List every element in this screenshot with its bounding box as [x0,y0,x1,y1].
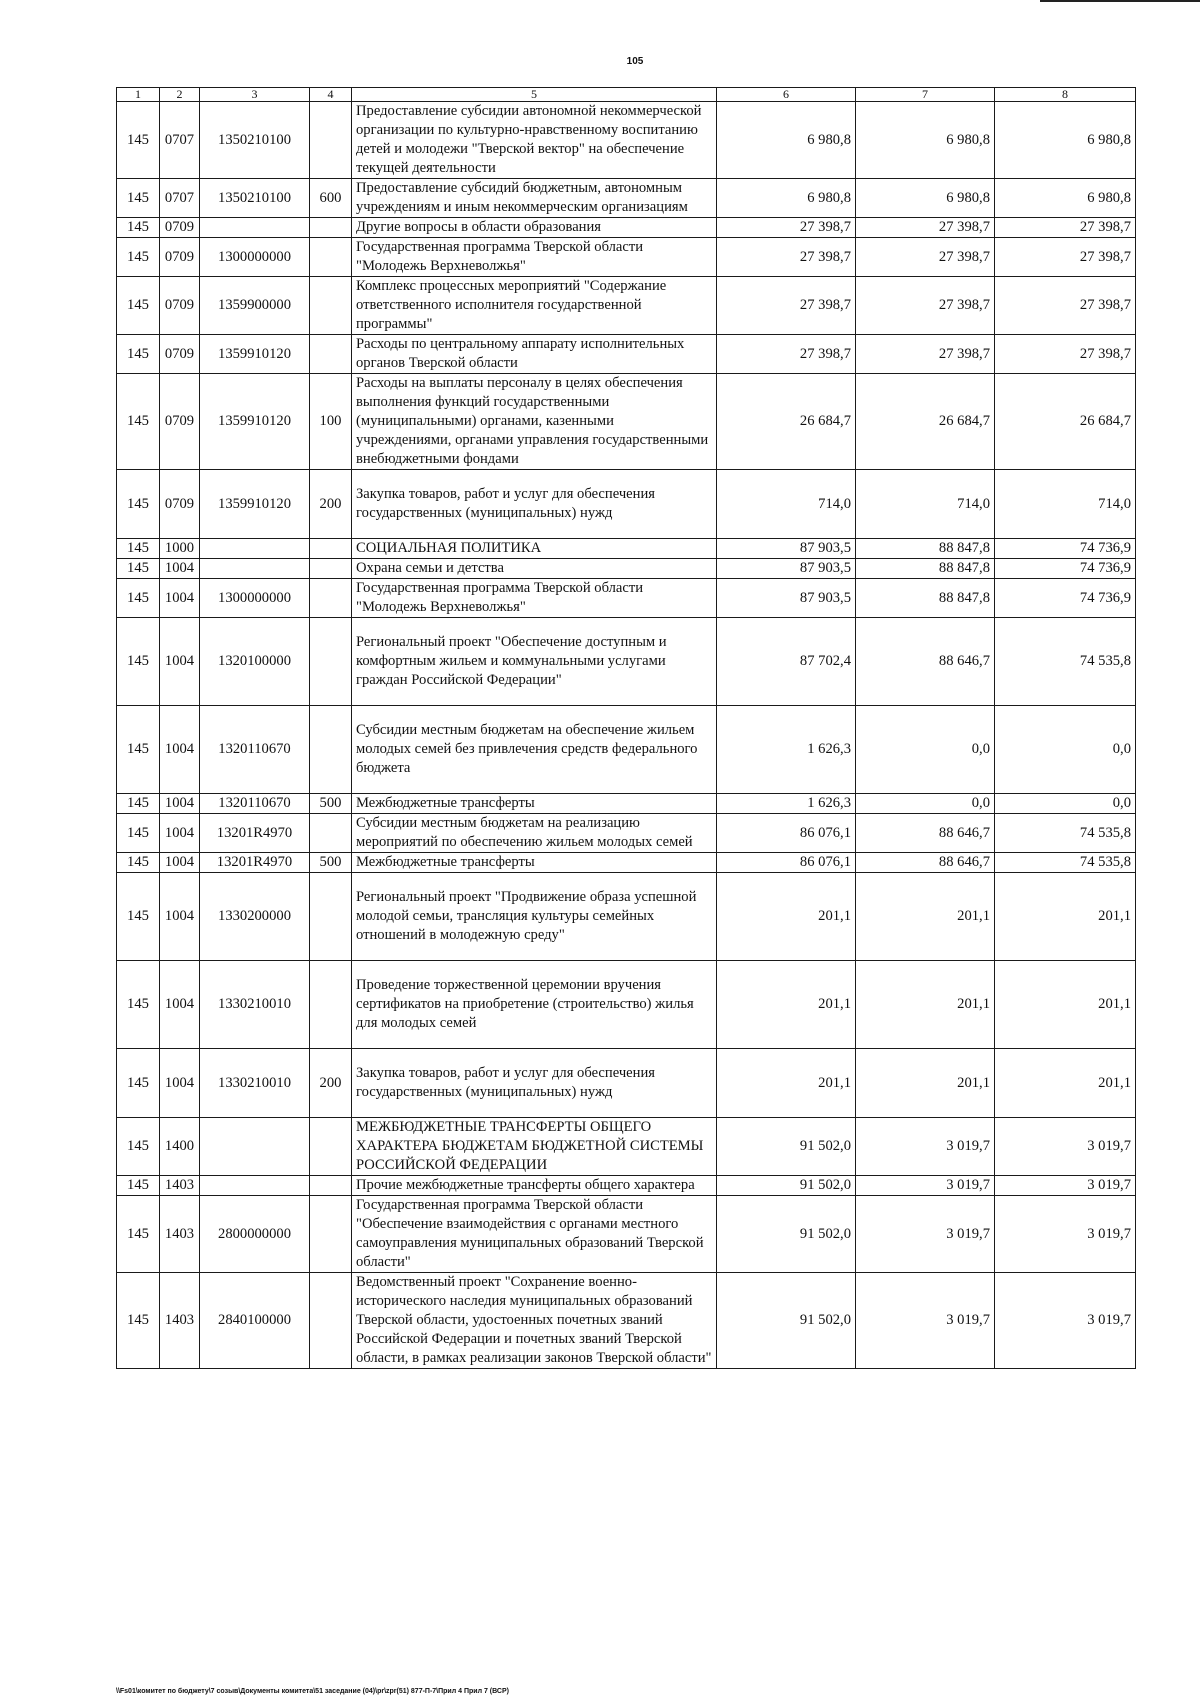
cell-value-8: 3 019,7 [995,1118,1136,1176]
cell-value-6: 91 502,0 [717,1196,856,1273]
cell-type [310,579,352,618]
cell-section: 1004 [160,618,200,706]
cell-value-6: 714,0 [717,470,856,539]
cell-target: 1359910120 [200,374,310,470]
cell-target: 13201R4970 [200,814,310,853]
cell-value-6: 1 626,3 [717,706,856,794]
table-row [117,961,1136,1049]
cell-admin: 145 [117,853,160,873]
cell-target: 1350210100 [200,179,310,218]
cell-section: 0709 [160,218,200,238]
table-row [117,579,1136,618]
cell-target: 1330200000 [200,873,310,961]
cell-admin: 145 [117,618,160,706]
top-rule [1040,0,1200,2]
cell-admin: 145 [117,814,160,853]
cell-section: 1400 [160,1118,200,1176]
cell-admin: 145 [117,335,160,374]
cell-value-8: 74 535,8 [995,618,1136,706]
cell-admin: 145 [117,961,160,1049]
cell-value-6: 201,1 [717,873,856,961]
cell-section: 1000 [160,539,200,559]
cell-target: 1300000000 [200,579,310,618]
cell-value-7: 714,0 [856,470,995,539]
cell-type: 200 [310,1049,352,1118]
table-row [117,102,1136,179]
cell-type [310,1196,352,1273]
cell-value-6: 6 980,8 [717,102,856,179]
table-row [117,539,1136,559]
cell-target: 2840100000 [200,1273,310,1369]
header-cell-8: 8 [995,88,1136,102]
cell-value-8: 27 398,7 [995,335,1136,374]
cell-value-8: 74 736,9 [995,539,1136,559]
cell-section: 0709 [160,335,200,374]
cell-admin: 145 [117,470,160,539]
header-cell-7: 7 [856,88,995,102]
cell-section: 1403 [160,1273,200,1369]
table-row [117,853,1136,873]
cell-section: 1004 [160,706,200,794]
table-row [117,238,1136,277]
cell-name: Закупка товаров, работ и услуг для обеспечения государственных (муниципальных) нужд [352,1049,717,1118]
cell-name: Предоставление субсидии автономной некоммерческой организации по культурно-нравственному воспитанию детей и молодежи "Тверской вектор" на обеспечение текущей деятельности [352,102,717,179]
cell-name: Проведение торжественной церемонии вручения сертификатов на приобретение (строительство) жилья для молодых семей [352,961,717,1049]
cell-section: 0707 [160,102,200,179]
cell-value-7: 3 019,7 [856,1273,995,1369]
cell-section: 1004 [160,559,200,579]
cell-value-7: 27 398,7 [856,238,995,277]
cell-value-8: 74 736,9 [995,579,1136,618]
budget-table [116,87,1136,1369]
cell-value-7: 88 847,8 [856,559,995,579]
cell-value-7: 6 980,8 [856,102,995,179]
table-row [117,277,1136,335]
cell-admin: 145 [117,1176,160,1196]
cell-value-6: 27 398,7 [717,335,856,374]
cell-target [200,1176,310,1196]
cell-target: 1320110670 [200,706,310,794]
cell-value-6: 87 903,5 [717,579,856,618]
table-row [117,179,1136,218]
cell-type [310,1118,352,1176]
header-cell-3: 3 [200,88,310,102]
cell-admin: 145 [117,179,160,218]
cell-value-6: 6 980,8 [717,179,856,218]
table-row [117,794,1136,814]
cell-admin: 145 [117,1273,160,1369]
cell-target: 1359910120 [200,470,310,539]
cell-name: СОЦИАЛЬНАЯ ПОЛИТИКА [352,539,717,559]
cell-name: Региональный проект "Продвижение образа успешной молодой семьи, трансляция культуры семейных отношений в молодежную среду" [352,873,717,961]
cell-name: Субсидии местным бюджетам на реализацию мероприятий по обеспечению жильем молодых семей [352,814,717,853]
cell-admin: 145 [117,579,160,618]
cell-value-8: 27 398,7 [995,218,1136,238]
cell-type [310,961,352,1049]
cell-type [310,218,352,238]
cell-name: Государственная программа Тверской области "Обеспечение взаимодействия с органами местного самоуправления муниципальных образований Тверской области" [352,1196,717,1273]
cell-section: 0709 [160,238,200,277]
cell-section: 0707 [160,179,200,218]
cell-type: 500 [310,853,352,873]
cell-name: Комплекс процессных мероприятий "Содержание ответственного исполнителя государственной программы" [352,277,717,335]
cell-section: 1004 [160,1049,200,1118]
cell-value-7: 27 398,7 [856,277,995,335]
table-row [117,559,1136,579]
cell-name: Прочие межбюджетные трансферты общего характера [352,1176,717,1196]
cell-value-6: 27 398,7 [717,238,856,277]
cell-value-7: 3 019,7 [856,1176,995,1196]
cell-section: 0709 [160,277,200,335]
cell-value-7: 88 646,7 [856,814,995,853]
table-row [117,618,1136,706]
cell-value-7: 3 019,7 [856,1196,995,1273]
cell-section: 1004 [160,814,200,853]
cell-value-6: 87 903,5 [717,539,856,559]
cell-admin: 145 [117,559,160,579]
cell-type [310,1273,352,1369]
table-row [117,1118,1136,1176]
cell-value-7: 88 646,7 [856,618,995,706]
cell-admin: 145 [117,374,160,470]
cell-value-6: 86 076,1 [717,814,856,853]
table-row [117,218,1136,238]
cell-section: 1004 [160,853,200,873]
cell-section: 1004 [160,579,200,618]
cell-value-8: 201,1 [995,961,1136,1049]
cell-admin: 145 [117,706,160,794]
cell-type [310,873,352,961]
cell-section: 1403 [160,1176,200,1196]
cell-value-8: 3 019,7 [995,1176,1136,1196]
cell-target [200,539,310,559]
table-row [117,1273,1136,1369]
cell-value-6: 91 502,0 [717,1176,856,1196]
cell-type: 100 [310,374,352,470]
cell-value-8: 6 980,8 [995,102,1136,179]
cell-value-8: 74 535,8 [995,814,1136,853]
cell-value-8: 26 684,7 [995,374,1136,470]
cell-value-6: 201,1 [717,961,856,1049]
cell-type: 600 [310,179,352,218]
cell-section: 1004 [160,961,200,1049]
table-row [117,335,1136,374]
cell-name: Государственная программа Тверской области "Молодежь Верхневолжья" [352,579,717,618]
header-row [117,88,1136,102]
cell-section: 1004 [160,794,200,814]
cell-value-7: 26 684,7 [856,374,995,470]
cell-type [310,277,352,335]
cell-value-6: 87 903,5 [717,559,856,579]
table-row [117,1049,1136,1118]
cell-target: 1330210010 [200,961,310,1049]
cell-value-8: 74 535,8 [995,853,1136,873]
table-row [117,1196,1136,1273]
cell-value-8: 27 398,7 [995,277,1136,335]
cell-target: 1350210100 [200,102,310,179]
cell-value-6: 87 702,4 [717,618,856,706]
cell-value-7: 201,1 [856,873,995,961]
cell-value-7: 27 398,7 [856,218,995,238]
cell-target: 1320110670 [200,794,310,814]
cell-admin: 145 [117,277,160,335]
cell-name: Субсидии местным бюджетам на обеспечение жильем молодых семей без привлечения средств федерального бюджета [352,706,717,794]
cell-value-8: 6 980,8 [995,179,1136,218]
cell-value-7: 3 019,7 [856,1118,995,1176]
cell-target: 1359910120 [200,335,310,374]
cell-value-6: 91 502,0 [717,1273,856,1369]
cell-value-6: 86 076,1 [717,853,856,873]
cell-value-7: 6 980,8 [856,179,995,218]
cell-value-7: 88 847,8 [856,579,995,618]
cell-type [310,618,352,706]
cell-name: Ведомственный проект "Сохранение военно-исторического наследия муниципальных образований Тверской области, удостоенных почетных званий Российской Федерации и почетных званий Тверской области, в рамках реализации законов Тверской области" [352,1273,717,1369]
cell-value-8: 0,0 [995,706,1136,794]
cell-admin: 145 [117,102,160,179]
cell-name: Межбюджетные трансферты [352,794,717,814]
cell-type [310,706,352,794]
cell-value-7: 201,1 [856,1049,995,1118]
cell-admin: 145 [117,539,160,559]
header-cell-5: 5 [352,88,717,102]
table-row [117,1176,1136,1196]
cell-value-8: 201,1 [995,1049,1136,1118]
cell-type [310,1176,352,1196]
table-row [117,814,1136,853]
cell-target: 13201R4970 [200,853,310,873]
cell-type [310,335,352,374]
table-row [117,470,1136,539]
cell-value-8: 27 398,7 [995,238,1136,277]
cell-admin: 145 [117,873,160,961]
cell-type [310,539,352,559]
cell-target [200,1118,310,1176]
table-row [117,873,1136,961]
cell-section: 1004 [160,873,200,961]
cell-target: 2800000000 [200,1196,310,1273]
cell-admin: 145 [117,218,160,238]
cell-value-6: 201,1 [717,1049,856,1118]
cell-value-6: 26 684,7 [717,374,856,470]
cell-value-7: 88 847,8 [856,539,995,559]
cell-target [200,559,310,579]
table-row [117,374,1136,470]
cell-value-7: 0,0 [856,706,995,794]
cell-name: Охрана семьи и детства [352,559,717,579]
cell-target [200,218,310,238]
cell-type: 200 [310,470,352,539]
cell-value-8: 714,0 [995,470,1136,539]
cell-admin: 145 [117,794,160,814]
cell-value-6: 27 398,7 [717,277,856,335]
cell-value-8: 201,1 [995,873,1136,961]
cell-value-7: 201,1 [856,961,995,1049]
cell-name: Межбюджетные трансферты [352,853,717,873]
cell-name: Региональный проект "Обеспечение доступным и комфортным жильем и коммунальными услугами граждан Российской Федерации" [352,618,717,706]
cell-type [310,102,352,179]
cell-value-8: 0,0 [995,794,1136,814]
header-cell-6: 6 [717,88,856,102]
cell-type: 500 [310,794,352,814]
cell-value-8: 3 019,7 [995,1273,1136,1369]
cell-value-8: 74 736,9 [995,559,1136,579]
cell-target: 1320100000 [200,618,310,706]
cell-type [310,559,352,579]
cell-name: Закупка товаров, работ и услуг для обеспечения государственных (муниципальных) нужд [352,470,717,539]
cell-admin: 145 [117,238,160,277]
cell-section: 0709 [160,470,200,539]
cell-admin: 145 [117,1049,160,1118]
cell-name: Расходы на выплаты персоналу в целях обеспечения выполнения функций государственными (муниципальными) органами, казенными учреждениями, органами управления государственными внебюджетными фондами [352,374,717,470]
cell-target: 1359900000 [200,277,310,335]
page-number: 105 [626,56,644,67]
cell-type [310,814,352,853]
cell-target: 1300000000 [200,238,310,277]
header-cell-1: 1 [117,88,160,102]
header-cell-2: 2 [160,88,200,102]
cell-type [310,238,352,277]
cell-name: Предоставление субсидий бюджетным, автономным учреждениям и иным некоммерческим организациям [352,179,717,218]
header-cell-4: 4 [310,88,352,102]
cell-value-6: 1 626,3 [717,794,856,814]
cell-admin: 145 [117,1118,160,1176]
table-row [117,706,1136,794]
cell-value-6: 27 398,7 [717,218,856,238]
cell-value-7: 0,0 [856,794,995,814]
cell-value-7: 27 398,7 [856,335,995,374]
cell-section: 0709 [160,374,200,470]
cell-value-7: 88 646,7 [856,853,995,873]
footer-file-path: \\Fs01\комитет по бюджету\7 созыв\Документы комитета\51 заседание (04)\pr\zpr(51) 877-П-7\Прил 4 Прил 7 (ВСР) [116,1688,509,1695]
cell-name: Расходы по центральному аппарату исполнительных органов Тверской области [352,335,717,374]
cell-name: МЕЖБЮДЖЕТНЫЕ ТРАНСФЕРТЫ ОБЩЕГО ХАРАКТЕРА БЮДЖЕТАМ БЮДЖЕТНОЙ СИСТЕМЫ РОССИЙСКОЙ ФЕДЕРАЦИИ [352,1118,717,1176]
cell-target: 1330210010 [200,1049,310,1118]
cell-name: Другие вопросы в области образования [352,218,717,238]
cell-value-6: 91 502,0 [717,1118,856,1176]
cell-admin: 145 [117,1196,160,1273]
cell-value-8: 3 019,7 [995,1196,1136,1273]
cell-section: 1403 [160,1196,200,1273]
cell-name: Государственная программа Тверской области "Молодежь Верхневолжья" [352,238,717,277]
